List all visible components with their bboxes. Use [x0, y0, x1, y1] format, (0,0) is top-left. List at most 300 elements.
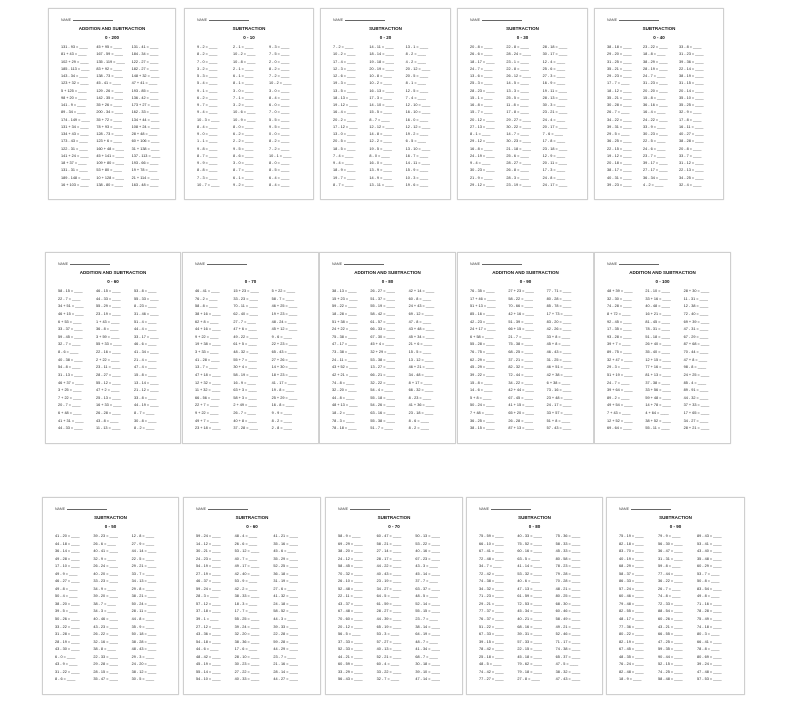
math-problem: 33 - 29 = ____ — [338, 670, 377, 678]
math-problem: 28 - 3 = ____ — [506, 176, 542, 183]
worksheet-page[interactable] — [606, 497, 745, 695]
worksheet-range: 0 - 60 — [107, 279, 119, 284]
math-problem: 83 - 20 = ____ — [547, 320, 585, 328]
math-problem: 41 + 15 = ____ — [508, 403, 546, 411]
math-problem: 10 - 2 = ____ — [233, 52, 269, 59]
math-problem: 26 - 7 = ____ — [607, 110, 643, 117]
worksheet-title: ADDITION AND SUBTRACTION — [79, 270, 147, 275]
math-problem: 30 - 3 = ____ — [543, 103, 579, 110]
name-label: NAME — [58, 262, 69, 266]
math-problem: 16 - 11 = ____ — [679, 125, 715, 132]
name-label: NAME — [55, 507, 66, 511]
name-field — [619, 507, 671, 511]
problem-column — [272, 289, 310, 434]
math-problem: 46 - 15 = ____ — [96, 289, 134, 297]
math-problem: 78 - 3 = ____ — [332, 419, 370, 427]
math-problem: 46 - 6 = ____ — [134, 342, 172, 350]
math-problem: 36 - 16 = ____ — [643, 103, 679, 110]
math-problem: 71 - 23 = ____ — [479, 594, 517, 602]
name-field — [197, 18, 249, 22]
math-problem: 65 - 19 = ____ — [377, 625, 416, 633]
math-problem: 16 - 13 = ____ — [369, 89, 405, 96]
math-problem: 21 + 114 = ____ — [132, 176, 167, 183]
math-problem: 14 - 11 = ____ — [369, 45, 405, 52]
math-problem: 65 - 37 = ____ — [556, 655, 594, 663]
math-problem: 38 + 16 = ____ — [195, 312, 233, 320]
name-line — [619, 20, 659, 21]
math-problem: 46 - 41 = ____ — [195, 289, 233, 297]
math-problem: 12 + 15 = ____ — [645, 358, 683, 366]
math-problem: 50 - 24 = ____ — [132, 602, 170, 610]
math-problem: 48 - 24 = ____ — [272, 320, 310, 328]
math-problem: 15 - 1 = ____ — [470, 96, 506, 103]
math-problem: 60 - 8 = ____ — [409, 297, 447, 305]
math-problem: 28 + 48 = ____ — [132, 132, 167, 139]
math-problem: 89 - 75 = ____ — [607, 350, 645, 358]
math-problem: 24 + 25 = ____ — [684, 373, 722, 381]
worksheet-page[interactable] — [45, 252, 181, 444]
name-line — [619, 264, 659, 265]
math-problem: 26 - 24 = ____ — [93, 564, 131, 572]
math-problem: 16 + 21 = ____ — [645, 312, 683, 320]
math-problem: 7 - 0 = ____ — [197, 60, 233, 67]
math-problem: 9 - 2 = ____ — [197, 45, 233, 52]
math-problem: 60 - 16 = ____ — [517, 549, 555, 557]
math-problem: 32 - 30 = ____ — [607, 297, 645, 305]
math-problem: 44 - 21 = ____ — [338, 655, 377, 663]
math-problem: 43 - 8 = ____ — [96, 419, 134, 427]
math-problem: 20 - 18 = ____ — [607, 161, 643, 168]
math-problem: 78 - 28 = ____ — [697, 609, 736, 617]
math-problem: 17 - 8 = ____ — [679, 118, 715, 125]
name-label: NAME — [196, 507, 207, 511]
problem-columns — [196, 534, 312, 685]
math-problem: 20 - 5 = ____ — [333, 139, 369, 146]
math-problem: 56 - 43 = ____ — [338, 677, 377, 685]
math-problem: 23 - 7 = ____ — [415, 617, 454, 625]
math-problem: 17 + 46 = ____ — [470, 297, 508, 305]
math-problem: 29 - 12 = ____ — [470, 183, 506, 190]
math-problem: 3 - 2 = ____ — [197, 67, 233, 74]
problem-column — [55, 534, 93, 685]
math-problem: 28 - 27 = ____ — [377, 609, 416, 617]
math-problem: 40 - 19 = ____ — [619, 557, 658, 565]
math-problem: 40 - 6 = ____ — [517, 579, 555, 587]
math-problem: 32 - 7 = ____ — [58, 342, 96, 350]
math-problem: 63 - 5 = ____ — [517, 557, 555, 565]
math-problem: 92 - 45 = ____ — [607, 320, 645, 328]
math-problem: 4 - 2 = ____ — [643, 183, 679, 190]
math-problem: 58 - 22 = ____ — [508, 297, 546, 305]
math-problem: 36 - 47 = ____ — [658, 549, 697, 557]
math-problem: 22 - 14 = ____ — [679, 67, 715, 74]
math-problem: 30 + 4 = ____ — [233, 365, 271, 373]
math-problem: 74 - 42 = ____ — [479, 670, 517, 678]
name-field — [607, 18, 659, 22]
math-problem: 30 - 17 = ____ — [543, 52, 579, 59]
math-problem: 8 - 2 = ____ — [406, 52, 442, 59]
math-problem: 43 - 3 = ____ — [415, 564, 454, 572]
math-problem: 47 - 13 = ____ — [517, 587, 555, 595]
math-problem: 131 - 93 = ____ — [61, 45, 96, 52]
math-problem: 75 - 36 = ____ — [556, 534, 594, 542]
name-label: NAME — [470, 18, 481, 22]
worksheet-page[interactable] — [594, 252, 731, 444]
math-problem: 42 + 38 = ____ — [547, 373, 585, 381]
math-problem: 25 - 5 = ____ — [506, 96, 542, 103]
math-problem: 36 - 34 = ____ — [643, 176, 679, 183]
math-problem: 33 + 56 = ____ — [645, 388, 683, 396]
math-problem: 23 + 48 = ____ — [547, 396, 585, 404]
math-problem: 40 - 27 = ____ — [679, 132, 715, 139]
math-problem: 30 - 23 = ____ — [235, 662, 274, 670]
problem-column — [607, 289, 645, 434]
math-problem: 17 - 6 = ____ — [235, 647, 274, 655]
math-problem: 8 - 4 = ____ — [197, 125, 233, 132]
math-problem: 18 - 12 = ____ — [607, 89, 643, 96]
problem-column — [406, 45, 442, 190]
math-problem: 6 - 5 = ____ — [406, 139, 442, 146]
math-problem: 22 - 28 = ____ — [273, 632, 312, 640]
math-problem: 67 - 45 = ____ — [508, 396, 546, 404]
math-problem: 24 - 11 = ____ — [332, 358, 370, 366]
math-problem: 48 - 5 = ____ — [415, 594, 454, 602]
math-problem: 8 - 23 = ____ — [409, 396, 447, 404]
math-problem: 40 - 20 = ____ — [93, 572, 131, 580]
math-problem: 7 - 4 = ____ — [406, 96, 442, 103]
worksheet-title: SUBTRACTION — [369, 26, 402, 31]
math-problem: 27 - 8 = ____ — [517, 677, 555, 685]
math-problem: 15 - 8 = ____ — [470, 381, 508, 389]
problem-column — [195, 289, 233, 434]
problem-columns — [55, 534, 170, 685]
math-problem: 131 - 31 = ____ — [61, 168, 96, 175]
math-problem: 13 - 7 = ____ — [195, 365, 233, 373]
math-problem: 8 - 2 = ____ — [197, 52, 233, 59]
math-problem: 19 - 6 = ____ — [406, 183, 442, 190]
math-problem: 77 - 36 = ____ — [619, 625, 658, 633]
name-field — [58, 262, 110, 266]
math-problem: 39 - 23 = ____ — [607, 183, 643, 190]
worksheet-page[interactable] — [457, 8, 588, 200]
math-problem: 0 - 0 = ____ — [269, 132, 305, 139]
math-problem: 40 - 46 = ____ — [93, 617, 131, 625]
math-problem: 72 - 42 = ____ — [479, 572, 517, 580]
math-problem: 38 - 20 = ____ — [338, 549, 377, 557]
math-problem: 8 - 1 = ____ — [470, 132, 506, 139]
math-problem: 44 - 29 = ____ — [273, 647, 312, 655]
math-problem: 60 - 46 = ____ — [619, 594, 658, 602]
math-problem: 88 - 54 = ____ — [658, 609, 697, 617]
math-problem: 35 + 72 = ____ — [96, 118, 131, 125]
math-problem: 53 - 3 = ____ — [377, 632, 416, 640]
problem-column — [415, 534, 454, 685]
math-problem: 65 - 43 = ____ — [272, 350, 310, 358]
math-problem: 23 - 21 = ____ — [543, 110, 579, 117]
math-problem: 41 - 28 = ____ — [195, 358, 233, 366]
math-problem: 77 - 27 = ____ — [479, 677, 517, 685]
math-problem: 63 - 16 = ____ — [370, 411, 408, 419]
worksheet-page[interactable] — [457, 252, 594, 444]
math-problem: 58 - 8 = ____ — [195, 304, 233, 312]
math-problem: 38 - 12 = ____ — [132, 670, 170, 678]
math-problem: 34 - 27 = ____ — [377, 587, 416, 595]
name-label: NAME — [332, 262, 343, 266]
math-problem: 11 + 32 = ____ — [195, 388, 233, 396]
math-problem: 8 - 2 = ____ — [134, 426, 172, 434]
math-problem: 43 - 40 = ____ — [697, 549, 736, 557]
math-problem: 29 - 5 = ____ — [607, 132, 643, 139]
math-problem: 55 - 29 = ____ — [96, 304, 134, 312]
math-problem: 28 - 10 = ____ — [235, 655, 274, 663]
math-problem: 129 - 26 = ____ — [96, 89, 131, 96]
math-problem: 32 + 47 = ____ — [607, 358, 645, 366]
math-problem: 47 - 25 = ____ — [658, 640, 697, 648]
math-problem: 24 - 23 = ____ — [196, 557, 235, 565]
math-problem: 16 - 8 = ____ — [470, 103, 506, 110]
math-problem: 80 - 3 = ____ — [697, 632, 736, 640]
math-problem: 52 - 21 = ____ — [377, 655, 416, 663]
math-problem: 68 - 30 = ____ — [556, 602, 594, 610]
problem-column — [645, 289, 683, 434]
worksheet-range: 0 - 90 — [519, 279, 532, 284]
name-field — [55, 507, 107, 511]
name-label: NAME — [61, 18, 72, 22]
math-problem: 54 - 19 = ____ — [196, 564, 235, 572]
worksheet-title: ADDITION AND SUBTRACTION — [492, 270, 559, 275]
problem-column — [96, 289, 134, 434]
math-problem: 35 - 25 = ____ — [679, 103, 715, 110]
math-problem: 48 - 32 = ____ — [233, 350, 271, 358]
math-problem: 43 - 36 = ____ — [196, 632, 235, 640]
math-problem: 75 - 38 = ____ — [332, 335, 370, 343]
math-problem: 42 + 16 = ____ — [508, 312, 546, 320]
math-problem: 12 - 8 = ____ — [132, 534, 170, 542]
math-problem: 44 - 27 = ____ — [273, 677, 312, 685]
worksheet-page[interactable] — [184, 8, 314, 200]
math-problem: 69 - 12 = ____ — [409, 312, 447, 320]
math-problem: 81 - 45 = ____ — [645, 320, 683, 328]
math-problem: 15 + 23 = ____ — [332, 297, 370, 305]
math-problem: 32 - 9 = ____ — [93, 557, 131, 565]
math-problem: 47 + 18 = ____ — [195, 373, 233, 381]
math-problem: 33 - 22 = ____ — [55, 625, 93, 633]
math-problem: 41 - 34 = ____ — [134, 350, 172, 358]
math-problem: 2 - 8 = ____ — [272, 426, 310, 434]
math-problem: 50 - 24 = ____ — [470, 403, 508, 411]
math-problem: 27 - 17 = ____ — [643, 168, 679, 175]
math-problem: 8 - 0 = ____ — [269, 161, 305, 168]
problem-column — [370, 289, 408, 434]
problem-column — [679, 45, 715, 190]
math-problem: 90 - 44 = ____ — [658, 655, 697, 663]
worksheet-page[interactable] — [594, 8, 724, 200]
math-problem: 75 - 38 = ____ — [508, 342, 546, 350]
math-problem: 51 - 39 = ____ — [508, 320, 546, 328]
math-problem: 21 - 16 = ____ — [273, 662, 312, 670]
math-problem: 7 - 2 = ____ — [333, 45, 369, 52]
problem-column — [338, 534, 377, 685]
math-problem: 41 - 20 = ____ — [55, 534, 93, 542]
worksheet-range: 0 - 80 — [381, 279, 394, 284]
problem-column — [196, 534, 235, 685]
math-problem: 29 - 28 = ____ — [93, 662, 131, 670]
math-problem: 14 - 7 = ____ — [506, 132, 542, 139]
worksheet-page[interactable] — [320, 8, 451, 200]
math-problem: 7 - 2 = ____ — [269, 147, 305, 154]
math-problem: 46 - 37 = ____ — [196, 579, 235, 587]
math-problem: 25 - 6 = ____ — [543, 67, 579, 74]
math-problem: 40 - 48 = ____ — [645, 304, 683, 312]
math-problem: 66 - 55 = ____ — [658, 632, 697, 640]
problem-column — [233, 45, 269, 190]
math-problem: 11 - 8 = ____ — [506, 103, 542, 110]
math-problem: 5 + 125 = ____ — [61, 89, 96, 96]
math-problem: 16 - 9 = ____ — [543, 81, 579, 88]
math-problem: 26 - 27 = ____ — [370, 289, 408, 297]
math-problem: 184 - 34 = ____ — [132, 52, 167, 59]
worksheet-page[interactable] — [42, 497, 179, 695]
worksheet-range: 0 - 80 — [528, 524, 541, 529]
math-problem: 22 - 33 = ____ — [93, 655, 131, 663]
math-problem: 9 - 6 = ____ — [272, 335, 310, 343]
math-problem: 24 - 4 = ____ — [543, 118, 579, 125]
math-problem: 8 + 17 = ____ — [409, 381, 447, 389]
math-problem: 79 - 9 = ____ — [658, 534, 697, 542]
math-problem: 38 - 20 = ____ — [55, 602, 93, 610]
math-problem: 77 + 16 = ____ — [645, 365, 683, 373]
math-problem: 6 + 53 = ____ — [58, 320, 96, 328]
math-problem: 34 - 48 = ____ — [409, 373, 447, 381]
math-problem: 85 - 78 = ____ — [547, 304, 585, 312]
math-problem: 33 - 23 = ____ — [233, 297, 271, 305]
math-problem: 21 - 9 = ____ — [470, 176, 506, 183]
math-problem: 27 - 3 = ____ — [543, 74, 579, 81]
math-problem: 77 - 44 = ____ — [658, 572, 697, 580]
worksheet-range: 0 - 50 — [104, 524, 117, 529]
math-problem: 6 - 2 = ____ — [233, 132, 269, 139]
math-problem: 8 - 6 = ____ — [233, 154, 269, 161]
math-problem: 19 - 8 = ____ — [272, 388, 310, 396]
worksheet-page[interactable] — [183, 497, 321, 695]
math-problem: 39 - 24 = ____ — [697, 662, 736, 670]
math-problem: 76 - 75 = ____ — [470, 350, 508, 358]
math-problem: 17 - 35 = ____ — [607, 327, 645, 335]
problem-columns — [197, 45, 305, 190]
math-problem: 12 - 2 = ____ — [369, 139, 405, 146]
math-problem: 35 - 40 = ____ — [645, 350, 683, 358]
math-problem: 36 - 25 = ____ — [607, 139, 643, 146]
worksheet-title: SUBTRACTION — [377, 515, 411, 520]
name-field — [338, 507, 390, 511]
math-problem: 39 - 36 = ____ — [679, 60, 715, 67]
math-problem: 55 - 38 = ____ — [370, 419, 408, 427]
math-problem: 40 - 33 = ____ — [235, 677, 274, 685]
name-line — [344, 264, 384, 265]
math-problem: 58 - 7 = ____ — [272, 297, 310, 305]
math-problem: 59 - 45 = ____ — [58, 335, 96, 343]
math-problem: 61 - 59 = ____ — [517, 594, 555, 602]
math-problem: 23 - 7 = ____ — [273, 655, 312, 663]
math-problem: 134 + 44 = ____ — [132, 118, 167, 125]
math-problem: 30 - 5 = ____ — [132, 677, 170, 685]
math-problem: 51 - 7 = ____ — [370, 426, 408, 434]
worksheet-page[interactable] — [325, 497, 463, 695]
math-problem: 19 - 18 = ____ — [369, 60, 405, 67]
math-problem: 40 - 31 = ____ — [607, 176, 643, 183]
math-problem: 35 + 26 = ____ — [96, 103, 131, 110]
worksheet-page[interactable] — [466, 497, 603, 695]
math-problem: 40 - 7 = ____ — [235, 557, 274, 565]
math-problem: 143 - 34 = ____ — [61, 74, 96, 81]
name-field — [195, 262, 247, 266]
worksheet-title: SUBTRACTION — [506, 26, 539, 31]
math-problem: 27 - 9 = ____ — [132, 542, 170, 550]
math-problem: 9 - 4 = ____ — [470, 161, 506, 168]
math-problem: 81 + 43 = ____ — [61, 52, 96, 59]
math-problem: 8 - 1 = ____ — [406, 81, 442, 88]
name-label: NAME — [607, 18, 618, 22]
math-problem: 32 - 22 = ____ — [370, 381, 408, 389]
math-problem: 31 + 138 = ____ — [132, 147, 167, 154]
math-problem: 21 - 12 = ____ — [134, 388, 172, 396]
math-problem: 38 - 7 = ____ — [93, 602, 131, 610]
math-problem: 6 + 38 = ____ — [547, 381, 585, 389]
math-problem: 5 - 5 = ____ — [269, 118, 305, 125]
math-problem: 47 - 43 = ____ — [556, 677, 594, 685]
math-problem: 36 - 14 = ____ — [55, 549, 93, 557]
math-problem: 80 - 25 = ____ — [556, 594, 594, 602]
math-problem: 38 - 14 = ____ — [415, 625, 454, 633]
math-problem: 70 - 32 = ____ — [338, 572, 377, 580]
math-problem: 7 + 22 = ____ — [58, 396, 96, 404]
math-problem: 14 - 6 = ____ — [470, 388, 508, 396]
math-problem: 34 - 32 = ____ — [479, 587, 517, 595]
math-problem: 27 - 7 = ____ — [233, 320, 271, 328]
math-problem: 58 - 15 = ____ — [58, 289, 96, 297]
worksheet-title: SUBTRACTION — [659, 515, 692, 520]
math-problem: 8 - 7 = ____ — [369, 118, 405, 125]
math-problem: 182 - 27 = ____ — [132, 67, 167, 74]
worksheet-page[interactable] — [319, 252, 456, 444]
worksheet-page[interactable] — [182, 252, 319, 444]
math-problem: 27 - 6 = ____ — [273, 587, 312, 595]
math-problem: 58 - 33 = ____ — [556, 542, 594, 550]
math-problem: 8 - 2 = ____ — [272, 419, 310, 427]
math-problem: 44 - 6 = ____ — [196, 647, 235, 655]
math-problem: 35 - 21 = ____ — [607, 67, 643, 74]
math-problem: 5 - 3 = ____ — [197, 74, 233, 81]
problem-column — [269, 45, 305, 190]
math-problem: 8 + 72 = ____ — [607, 312, 645, 320]
worksheet-page[interactable] — [48, 8, 176, 200]
math-problem: 23 - 19 = ____ — [96, 312, 134, 320]
math-problem: 51 + 13 = ____ — [470, 304, 508, 312]
math-problem: 58 + 3 = ____ — [233, 396, 271, 404]
math-problem: 45 + 141 = ____ — [96, 154, 131, 161]
math-problem: 57 - 33 = ____ — [517, 640, 555, 648]
math-problem: 76 - 24 = ____ — [619, 662, 658, 670]
math-problem: 47 - 8 = ____ — [409, 320, 447, 328]
math-problem: 22 - 11 = ____ — [338, 594, 377, 602]
math-problem: 18 - 17 = ____ — [470, 60, 506, 67]
math-problem: 27 - 22 = ____ — [235, 670, 274, 678]
math-problem: 38 - 33 = ____ — [235, 594, 274, 602]
math-problem: 12 + 52 = ____ — [607, 419, 645, 427]
worksheet-title: ADDITION AND SUBTRACTION — [354, 270, 421, 275]
math-problem: 20 - 20 = ____ — [643, 89, 679, 96]
math-problem: 38 - 32 = ____ — [556, 670, 594, 678]
